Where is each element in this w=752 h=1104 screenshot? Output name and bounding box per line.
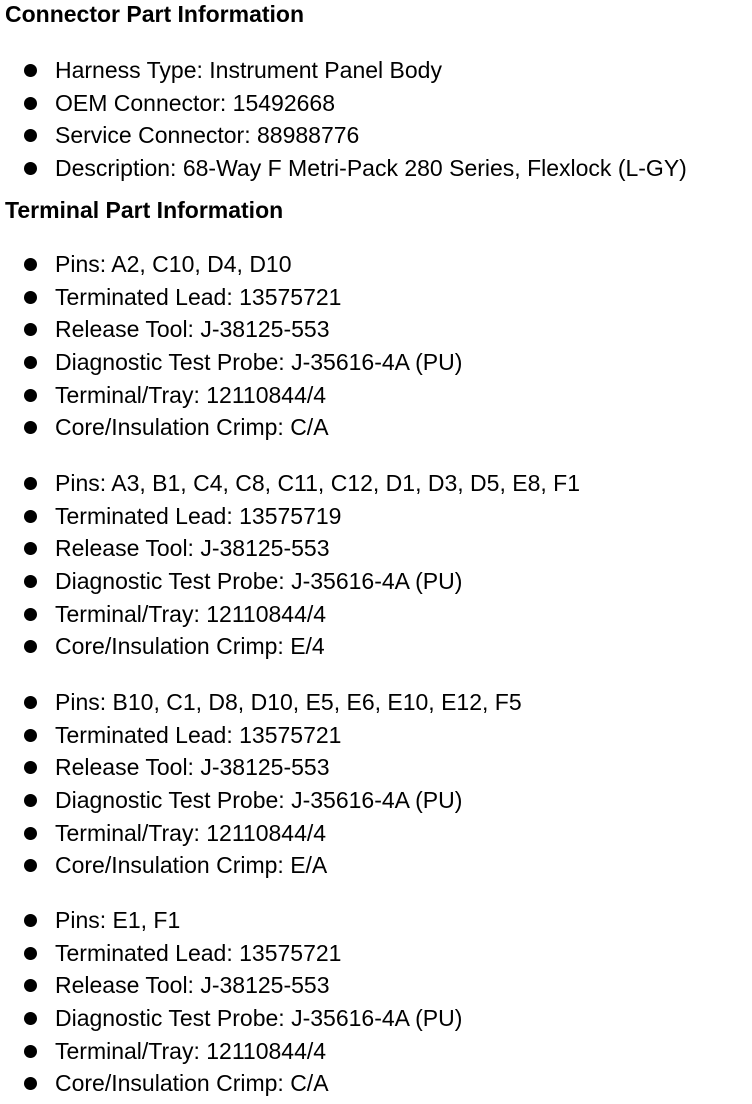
bullet-icon bbox=[24, 761, 37, 774]
bullet-icon bbox=[24, 258, 37, 271]
bullet-icon bbox=[24, 1045, 37, 1058]
document-page: Connector Part Information Harness Type: Instrument Panel Body OEM Connector: 15492668 Service Connector: 88988776 Description: 68-Way F Metri-Pack 280 Series, Flexlock (L-GY) Terminal Part Information Pins: A2, C10, D4, D10 Terminated Lead: 13575721 Release Tool: J-38125-553 Diagnostic Test Probe: J-35616-4A (PU) Terminal/Tray: 12110844/4 Core/Insulation Crimp: C/A Pins: A3, B1, C4, C8, C11, C12, D1, D3, D5, E8, F1 Terminated Lead: 13575719 Release Tool: J-38125-553 Diagnostic Test Probe: J-35616-4A (PU) Terminal/Tray: 12110844/4 Core/Insulation Crimp: E/4 Pins: B10, C1, D8, D10, E5, E6, E10, E12, F5 Terminated Lead: 13575721 Release Tool: J-38125-553 Diagnostic Test Probe: J-35616-4A (PU) Terminal/Tray: 12110844/4 Core/Insulation Crimp: E/A Pins: E1, F1 Terminated Lead: 13575721 Release Tool: J-38125-553 Diagnostic Test Probe: J-35616-4A (PU) Terminal/Tray: 12110844/4 Core/Insulation Crimp: C/A bbox=[5, 1, 687, 1097]
bullet-icon bbox=[24, 979, 37, 992]
bullet-icon bbox=[24, 542, 37, 555]
bullet-icon bbox=[24, 389, 37, 402]
bullet-icon bbox=[24, 323, 37, 336]
bullet-icon bbox=[24, 640, 37, 653]
bullet-icon bbox=[24, 575, 37, 588]
bullet-icon bbox=[24, 129, 37, 142]
bullet-icon bbox=[24, 1012, 37, 1025]
bullet-icon bbox=[24, 947, 37, 960]
bullet-icon bbox=[24, 729, 37, 742]
bullet-icon bbox=[24, 162, 37, 175]
bullet-icon bbox=[24, 421, 37, 434]
bullet-icon bbox=[24, 794, 37, 807]
bullet-icon bbox=[24, 1077, 37, 1090]
bullet-icon bbox=[24, 914, 37, 927]
bullet-icon bbox=[24, 827, 37, 840]
bullet-icon bbox=[24, 291, 37, 304]
bullet-icon bbox=[24, 510, 37, 523]
bullet-icon bbox=[24, 859, 37, 872]
connector-heading: Connector Part Information bbox=[5, 1, 305, 27]
bullet-icon bbox=[24, 64, 37, 77]
bullet-icon bbox=[24, 608, 37, 621]
bullet-icon bbox=[24, 477, 37, 490]
bullet-icon bbox=[24, 97, 37, 110]
bullet-icon bbox=[24, 356, 37, 369]
terminal-heading: Terminal Part Information bbox=[5, 197, 284, 223]
bullet-icon bbox=[24, 696, 37, 709]
